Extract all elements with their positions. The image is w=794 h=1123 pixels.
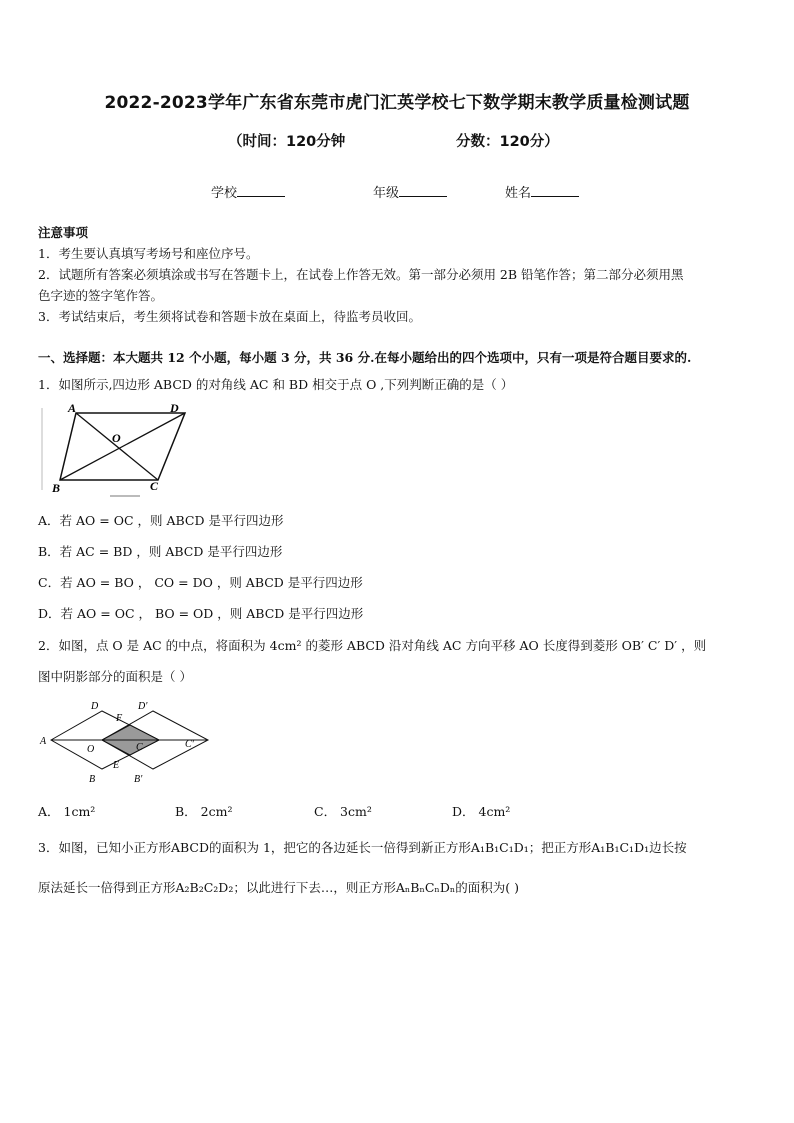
label-b: B bbox=[89, 774, 96, 785]
q2-option-c: C． 3cm² bbox=[314, 804, 372, 819]
school-field bbox=[211, 182, 285, 201]
name-field bbox=[505, 182, 579, 201]
time-label: （时间：120分钟 bbox=[228, 134, 346, 150]
label-o: O bbox=[87, 744, 95, 755]
label-d: D bbox=[170, 401, 179, 415]
page-title: 2022-2023学年广东省东莞市虎门汇英学校七下数学期末教学质量检测试题 bbox=[104, 93, 690, 113]
notice-heading: 注意事项 bbox=[38, 225, 89, 240]
q2-option-a: A． 1cm² bbox=[38, 804, 96, 819]
school-blank bbox=[237, 184, 285, 197]
question-3-text-line2: 原法延长一倍得到正方形A₂B₂C₂D₂；以此进行下去…，则正方形AₙBₙCₙDₙ的面积为( ) bbox=[38, 880, 520, 895]
grade-field bbox=[373, 182, 447, 201]
q1-parallelogram-figure bbox=[40, 398, 190, 498]
q1-option-b: B．若 AC = BD ，则 ABCD 是平行四边形 bbox=[38, 544, 283, 559]
question-1-text: 1．如图所示,四边形 ABCD 的对角线 AC 和 BD 相交于点 O ,下列判断正确的是（ ） bbox=[38, 377, 514, 392]
q2-option-d: D． 4cm² bbox=[452, 804, 511, 819]
q1-option-a: A．若 AO = OC ，则 ABCD 是平行四边形 bbox=[38, 513, 284, 528]
q1-option-d: D．若 AO = OC ， BO = OD ，则 ABCD 是平行四边形 bbox=[38, 606, 364, 621]
label-d-prime: D' bbox=[138, 701, 148, 712]
grade-label: 年级 bbox=[373, 186, 400, 201]
notice-item: 1．考生要认真填写考场号和座位序号。 bbox=[38, 246, 259, 261]
score-label: 分数：120分） bbox=[456, 134, 559, 150]
label-c: C bbox=[136, 742, 143, 753]
label-b: B bbox=[52, 481, 61, 495]
grade-blank bbox=[399, 184, 447, 197]
notice-item: 3．考试结束后，考生须将试卷和答题卡放在桌面上，待监考员收回。 bbox=[38, 309, 421, 324]
q2-option-b: B． 2cm² bbox=[175, 804, 233, 819]
label-c: C bbox=[150, 479, 159, 493]
question-2-text-line2: 图中阴影部分的面积是（ ） bbox=[38, 669, 192, 684]
q2-rhombus-figure bbox=[36, 696, 212, 788]
label-f: F bbox=[116, 713, 123, 724]
diagonal-ac bbox=[76, 413, 158, 480]
school-label: 学校 bbox=[211, 186, 238, 201]
diagonal-bd bbox=[60, 413, 185, 480]
label-e: E bbox=[113, 760, 120, 771]
notice-item: 色字迹的签字笔作答。 bbox=[38, 288, 164, 303]
notice-item: 2．试题所有答案必须填涂或书写在答题卡上，在试卷上作答无效。第一部分必须用 2B 铅笔作答；第二部分必须用黑 bbox=[38, 267, 684, 282]
name-label: 姓名 bbox=[505, 186, 532, 201]
q1-option-c: C．若 AO = BO ， CO = DO ，则 ABCD 是平行四边形 bbox=[38, 575, 363, 590]
name-blank bbox=[531, 184, 579, 197]
label-b-prime: B' bbox=[134, 774, 143, 785]
section-heading: 一、选择题：本大题共 12 个小题，每小题 3 分，共 36 分.在每小题给出的四个选项中，只有一项是符合题目要求的. bbox=[38, 350, 692, 365]
question-2-text-line1: 2．如图，点 O 是 AC 的中点，将面积为 4cm² 的菱形 ABCD 沿对角线 AC 方向平移 AO 长度得到菱形 OB′ C′ D′ ，则 bbox=[38, 638, 707, 653]
question-3-text-line1: 3．如图，已知小正方形ABCD的面积为 1，把它的各边延长一倍得到新正方形A₁B₁C₁D₁；把正方形A₁B₁C₁D₁边长按 bbox=[38, 840, 687, 855]
label-c-prime: C' bbox=[185, 739, 194, 750]
label-a: A bbox=[68, 401, 77, 415]
label-o: O bbox=[112, 431, 121, 445]
label-d: D bbox=[91, 701, 99, 712]
label-a: A bbox=[40, 736, 47, 747]
